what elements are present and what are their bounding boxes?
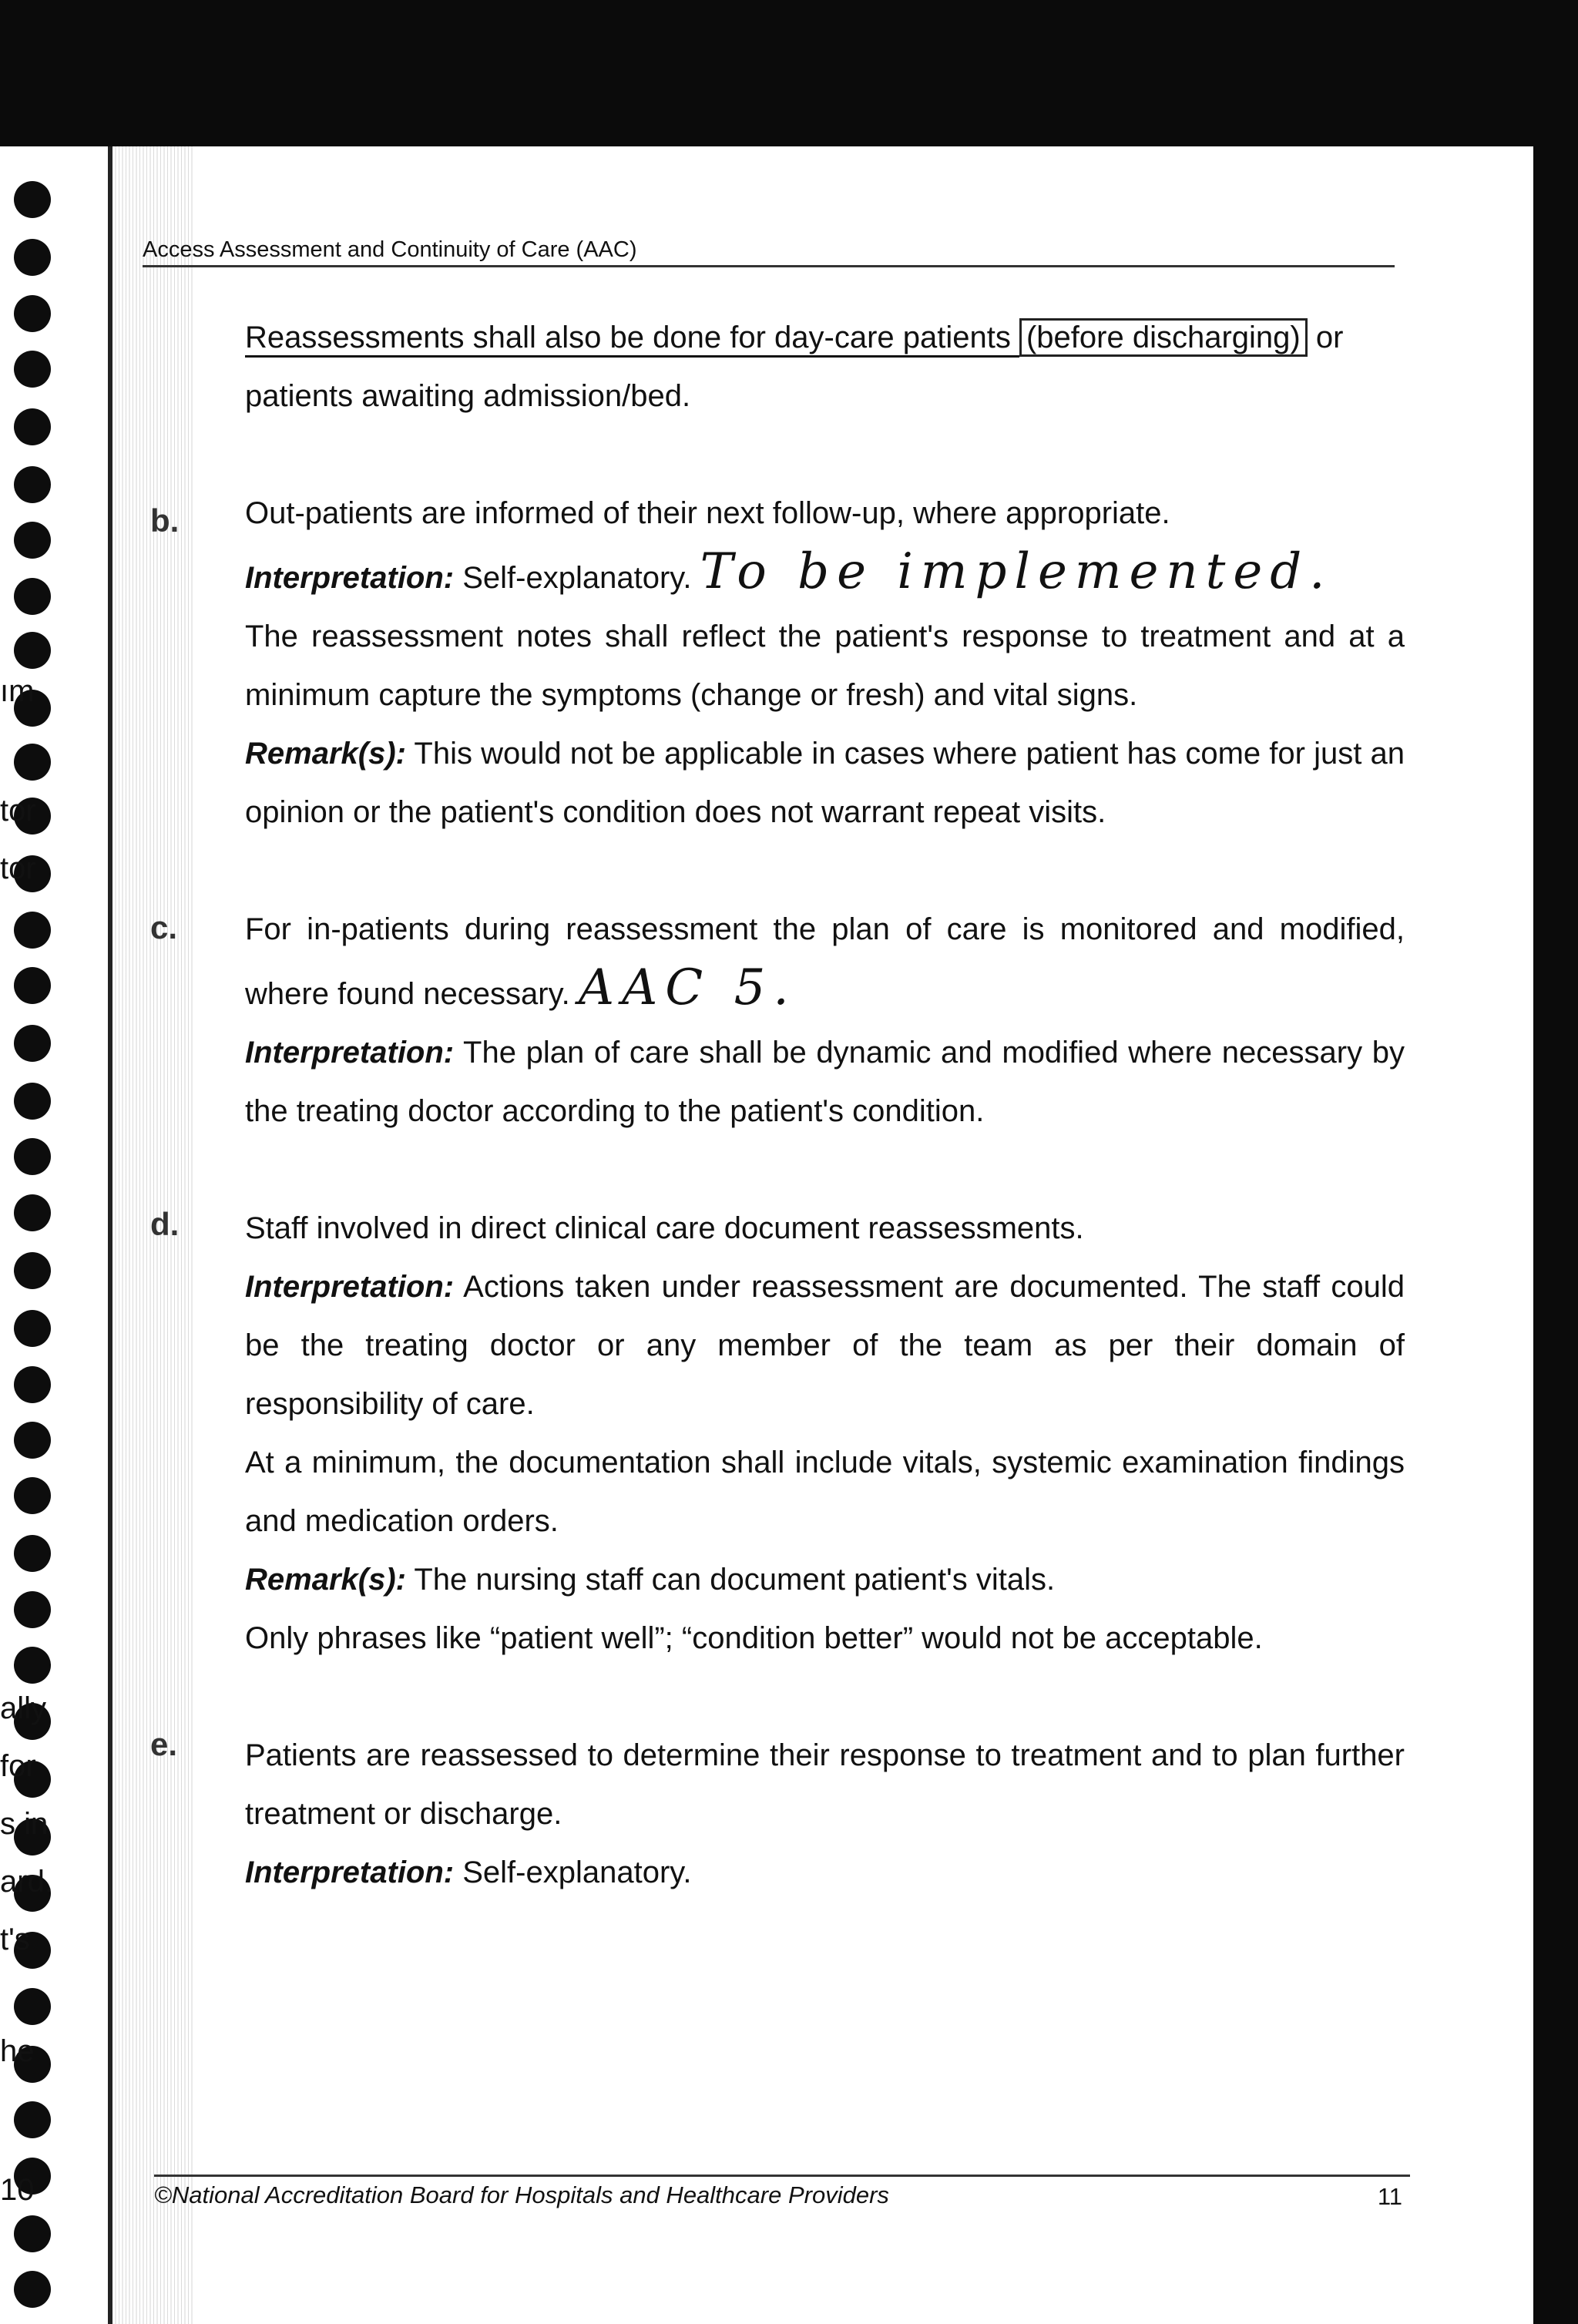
item-e-interpretation: Interpretation: Self-explanatory. xyxy=(245,1856,692,1889)
punch-hole xyxy=(14,1194,51,1231)
punch-hole xyxy=(14,1025,51,1062)
punch-hole xyxy=(14,466,51,503)
scan-right-border xyxy=(1533,116,1578,2324)
item-c-interpretation: Interpretation: The plan of care shall be dynamic and modified where necessary by the treating doctor according to the patient's condition. xyxy=(245,1036,1405,1128)
footer-text: National Accreditation Board for Hospitals and Healthcare Providers xyxy=(171,2181,889,2208)
punch-hole xyxy=(14,1252,51,1289)
margin-fragment: 10 xyxy=(0,2173,35,2207)
item-letter: d. xyxy=(150,1206,180,1242)
item-d-interpretation: Interpretation: Actions taken under reassessment are documented. The staff could be the treating doctor or any member of the team as per their domain of responsibility of care. xyxy=(245,1270,1405,1421)
intro-text: Reassessments shall also be done for day-care patients xyxy=(245,321,1019,354)
page-footer xyxy=(154,2175,1410,2212)
item-b-interpretation: Interpretation: Self-explanatory. To be implemented. xyxy=(245,543,1333,600)
item-c-line-1: For in-patients during reassessment the plan of care is monitored and modified, where found necessary. AAC 5. xyxy=(245,912,1405,1016)
margin-fragment: tor xyxy=(0,794,36,828)
margin-fragment: he xyxy=(0,2034,35,2068)
scan-top-border xyxy=(0,0,1578,146)
item-d-line-1: Staff involved in direct clinical care document reassessments. xyxy=(245,1211,1084,1245)
binding-spine xyxy=(108,146,112,2324)
punch-hole xyxy=(14,2101,51,2138)
punch-hole xyxy=(14,1366,51,1403)
punch-hole xyxy=(14,1310,51,1347)
punch-hole xyxy=(14,1138,51,1175)
punch-hole xyxy=(14,1422,51,1459)
intro-paragraph xyxy=(245,308,1405,425)
boxed-annotation: (before discharging) xyxy=(1019,318,1308,357)
item-b-remark: Remark(s): This would not be applicable in cases where patient has come for just an opinion or the patient's condition does not warrant repeat visits. xyxy=(245,737,1405,829)
margin-fragment: t's xyxy=(0,1923,30,1956)
item-d-line-5: Only phrases like “patient well”; “condition better” would not be acceptable. xyxy=(245,1621,1263,1655)
item-letter: e. xyxy=(150,1726,178,1762)
margin-fragment: s in xyxy=(0,1807,49,1841)
margin-fragment: for xyxy=(0,1749,36,1783)
item-e-line-1: Patients are reassessed to determine their response to treatment and to plan further treatment or discharge. xyxy=(245,1738,1405,1831)
punch-hole xyxy=(14,744,51,781)
header-title: Access Assessment and Continuity of Care (AAC) xyxy=(143,237,637,262)
punch-hole xyxy=(14,181,51,218)
punch-hole xyxy=(14,632,51,669)
handwritten-note: To be implemented. xyxy=(700,543,1333,600)
punch-hole xyxy=(14,351,51,388)
item-b-line-1: Out-patients are informed of their next follow-up, where appropriate. xyxy=(245,496,1170,530)
punch-hole xyxy=(14,522,51,559)
margin-fragment: ım xyxy=(0,674,35,708)
page-number: 11 xyxy=(1377,2183,1402,2210)
punch-hole xyxy=(14,239,51,276)
copyright-icon: © xyxy=(154,2181,172,2208)
punch-hole xyxy=(14,1083,51,1120)
punch-hole xyxy=(14,1988,51,2025)
punch-hole xyxy=(14,2271,51,2308)
punch-hole xyxy=(14,912,51,949)
punch-hole xyxy=(14,2215,51,2252)
margin-fragment: tor xyxy=(0,851,36,885)
punch-hole xyxy=(14,1647,51,1684)
punch-hole xyxy=(14,578,51,615)
punch-hole xyxy=(14,1477,51,1514)
item-d-remark: Remark(s): The nursing staff can document patient's vitals. xyxy=(245,1563,1056,1597)
punch-hole xyxy=(14,295,51,332)
item-b-line-3: The reassessment notes shall reflect the patient's response to treatment and at a minimum capture the symptoms (change or fresh) and vital signs. xyxy=(245,620,1405,712)
item-letter: b. xyxy=(150,502,180,539)
page-header xyxy=(143,237,1395,267)
punch-hole xyxy=(14,1535,51,1572)
document-body xyxy=(245,308,1405,1902)
handwritten-note: AAC 5. xyxy=(578,959,797,1016)
item-letter: c. xyxy=(150,909,178,945)
margin-fragment: ally xyxy=(0,1691,47,1725)
punch-hole xyxy=(14,408,51,445)
margin-fragment: ard. xyxy=(0,1865,53,1899)
item-d-line-3: At a minimum, the documentation shall include vitals, systemic examination findings and medication orders. xyxy=(245,1446,1405,1538)
intro-text-after: or patients awaiting admission/bed. xyxy=(245,321,1344,413)
punch-hole xyxy=(14,1591,51,1628)
punch-holes xyxy=(14,166,60,2323)
punch-hole xyxy=(14,967,51,1004)
